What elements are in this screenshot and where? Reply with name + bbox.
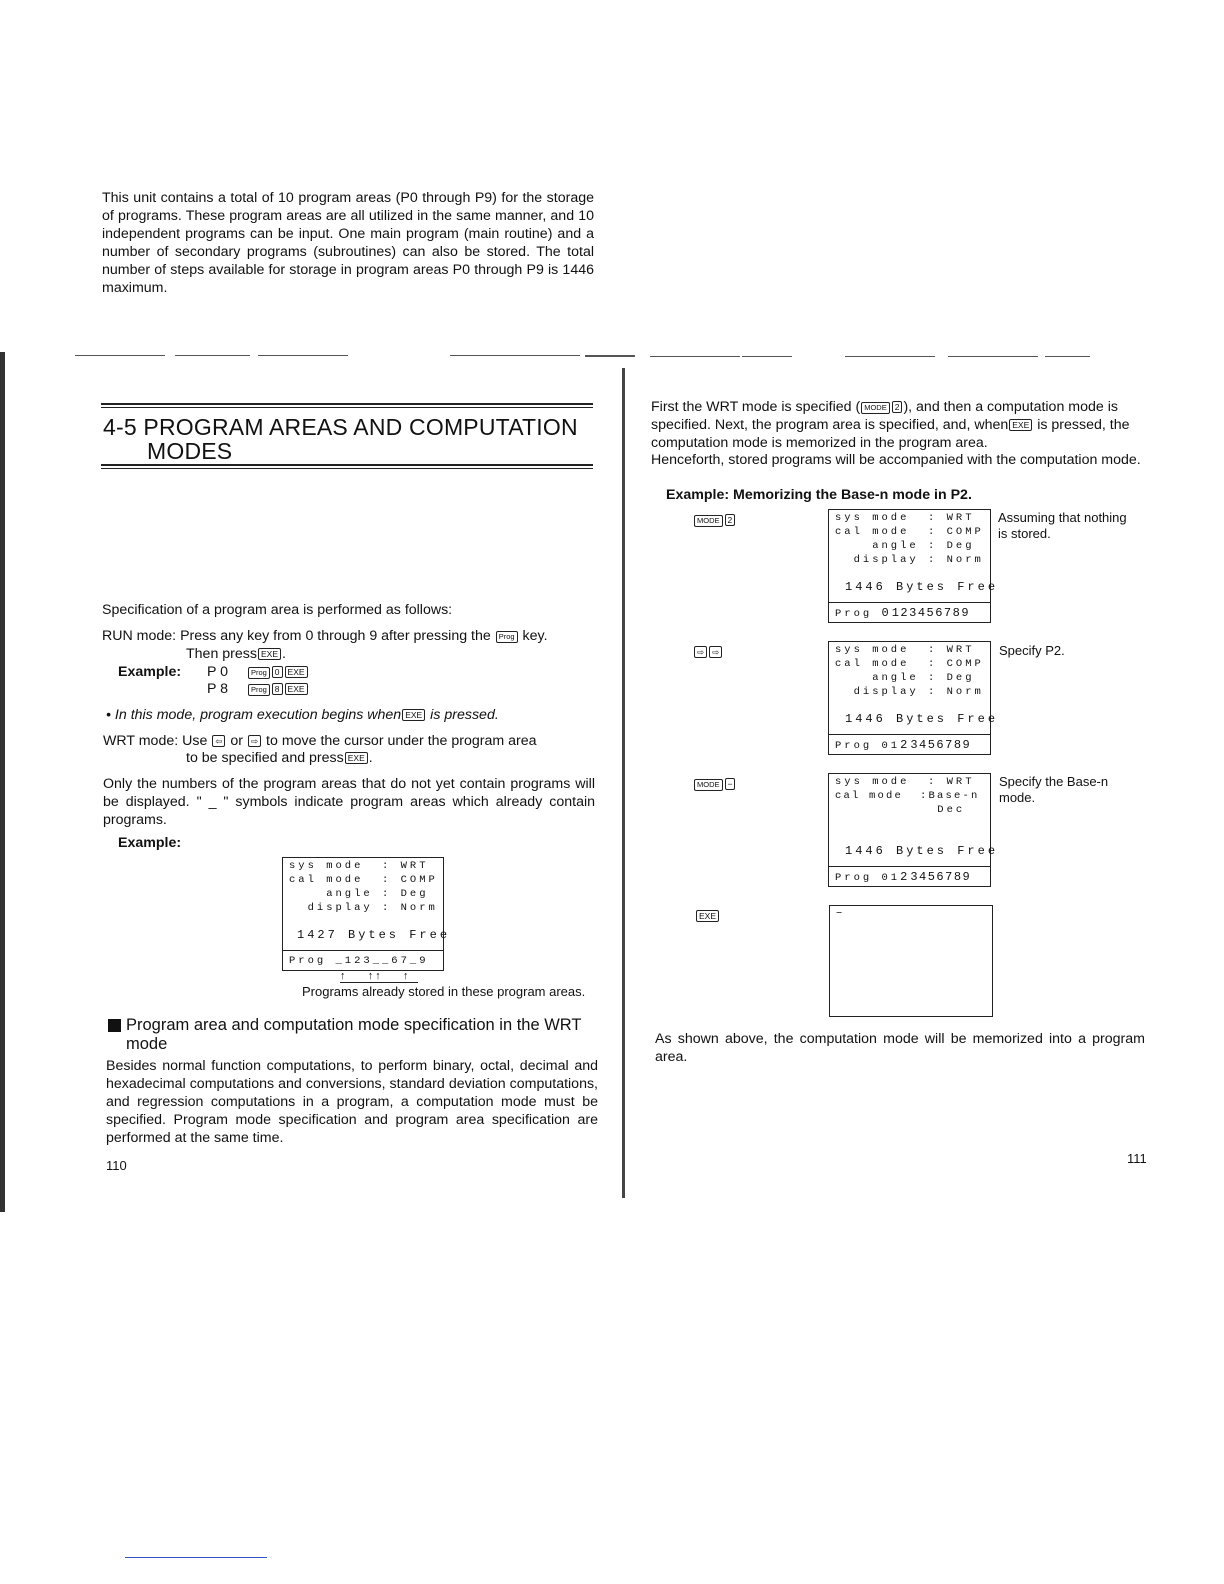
example-p8: P 8 Prog 8 EXE (207, 680, 309, 698)
mode-key-icon: MODE (694, 779, 723, 791)
intro-text: This unit contains a total of 10 program areas (P0 through P9) for the storage of programs. These program areas are all utilized in the same manner, and 10 independent programs can be input. One main program (main routine) and a number of secondary programs (subroutines) can also be stored. The total number of steps available for storage in program areas P0 through P9 is 1446 maximum. (102, 190, 594, 296)
step2-note: Specify P2. (999, 643, 1065, 658)
scan-edge-line (1045, 356, 1090, 357)
scan-edge-line (450, 355, 580, 356)
book-spine-line (622, 368, 625, 1198)
scan-mark-line (125, 1557, 267, 1558)
wrt-mode-line1: WRT mode: Use ⇦ or ⇨ to move the cursor under the program area (103, 733, 537, 749)
lcd-display-step4: − (829, 905, 993, 1017)
two-key-icon: 2 (725, 514, 736, 526)
exe-key-icon: EXE (285, 666, 308, 678)
scan-edge-line (948, 356, 1038, 357)
wrt-mode-line2: to be specified and press EXE . (186, 750, 373, 766)
step3-keys (693, 775, 736, 793)
subheading-line2: mode (126, 1035, 168, 1053)
lcd-display-step1: sys mode : WRT cal mode : COMP angle : Deg display : Norm 1446 Bytes Free Prog 0123456789 (828, 509, 991, 623)
lcd-display-step2: sys mode : WRT cal mode : COMP angle : Deg display : Norm 1446 Bytes Free Prog 0123456789 (828, 641, 991, 755)
bullet-icon: • (106, 707, 111, 723)
exe-key-icon: EXE (285, 683, 308, 695)
title-rule-top (101, 403, 593, 405)
exe-key-icon: EXE (345, 752, 368, 764)
program-areas-text: Only the numbers of the program areas that do not yet contain programs will be displayed. " _ " symbols indicate program areas which already contain programs. (103, 776, 595, 828)
henceforth-paragraph: Henceforth, stored programs will be accompanied with the computation mode. (651, 452, 1141, 468)
run-mode-line1: RUN mode: Press any key from 0 through 9 after pressing the Prog key. (102, 628, 548, 644)
exe-key-icon: EXE (402, 709, 425, 721)
cursor-digit: 2 (900, 738, 911, 752)
wrt-mode-label: WRT mode: (103, 733, 179, 749)
scan-edge-line (75, 355, 165, 356)
subheading-line1: Program area and computation mode specification in the WRT (126, 1016, 582, 1034)
mode-key-icon: MODE (694, 515, 723, 527)
section-title-line1: 4-5 PROGRAM AREAS AND COMPUTATION (103, 414, 578, 440)
zero-key-icon: 0 (272, 666, 283, 678)
spec-line: Specification of a program area is performed as follows: (102, 602, 453, 618)
minus-key-icon: − (725, 778, 736, 790)
prog-key-icon: Prog (248, 667, 270, 679)
step2-keys (693, 643, 723, 661)
scan-edge-line (258, 355, 348, 356)
section-title-line2: MODES (147, 438, 233, 464)
run-mode-label: RUN mode: (102, 628, 177, 644)
lcd-display-example: sys mode : WRT cal mode : COMP angle : Deg display : Norm 1427 Bytes Free Prog _123__67_9 (282, 857, 444, 971)
scan-edge-line (742, 356, 792, 357)
scan-edge-line (650, 356, 740, 357)
step1-keys (693, 511, 736, 529)
title-rule-bottom-thin (101, 468, 593, 469)
right-arrow-key-icon: ⇨ (709, 646, 722, 658)
page-number-left: 110 (106, 1158, 127, 1173)
closing-paragraph: As shown above, the computation mode will be memorized into a program area. (655, 1031, 1145, 1065)
scan-edge-line (845, 356, 935, 357)
example-label: Example: (118, 664, 182, 680)
square-bullet-icon (108, 1019, 121, 1032)
prog-key-icon: Prog (496, 631, 518, 643)
exe-key-icon: EXE (696, 910, 719, 922)
left-arrow-key-icon: ⇦ (212, 735, 225, 747)
exe-key-icon: EXE (258, 648, 281, 660)
page-number-right: 111 (1127, 1151, 1147, 1166)
body2-paragraph: Besides normal function computations, to perform binary, octal, decimal and hexadecimal computations and conversions, standard deviation computations, and regression computations in a program, a computation mode must be specified. Program mode specification and program area specification are performed at the same time. (106, 1058, 598, 1146)
arrow-markers: ↑ ↑↑ ↑ (340, 970, 411, 982)
title-rule-top-thin (101, 407, 593, 408)
run-mode-note: • In this mode, program execution begins when EXE is pressed. (106, 707, 499, 723)
cursor-digit: 0 (881, 606, 892, 620)
example-heading: Example: Memorizing the Base-n mode in P2. (666, 487, 972, 503)
left-scan-edge (0, 352, 5, 1212)
step3-note: Specify the Base-n mode. (999, 774, 1109, 805)
mode-key-icon: MODE (861, 402, 890, 414)
scan-edge-line (585, 355, 635, 357)
right-arrow-key-icon: ⇨ (248, 735, 261, 747)
scan-edge-line (175, 355, 250, 356)
arrows-caption: Programs already stored in these program areas. (302, 984, 586, 999)
example2-label: Example: (118, 835, 182, 851)
lcd-display-step3: sys mode : WRT cal mode :Base-n Dec 1446 Bytes Free Prog 0123456789 (828, 773, 991, 887)
intro-paragraph-right: First the WRT mode is specified ( MODE 2 ), and then a computation mode is specified. Next, the program area is specified, and, when EXE is pressed, the computation mode is memorized in the program area. (651, 399, 1130, 451)
step4-keys (695, 907, 720, 925)
right-arrow-key-icon: ⇨ (694, 646, 707, 658)
cursor-digit: 2 (900, 870, 911, 884)
two-key-icon: 2 (892, 401, 903, 413)
eight-key-icon: 8 (272, 683, 283, 695)
run-mode-line2: Then press EXE . (186, 646, 286, 662)
step1-note: Assuming that nothing is stored. (998, 510, 1127, 541)
exe-key-icon: EXE (1009, 419, 1032, 431)
prog-key-icon: Prog (248, 684, 270, 696)
example-p0: P 0 Prog 0 EXE (207, 663, 309, 681)
title-rule-bottom (101, 464, 593, 466)
